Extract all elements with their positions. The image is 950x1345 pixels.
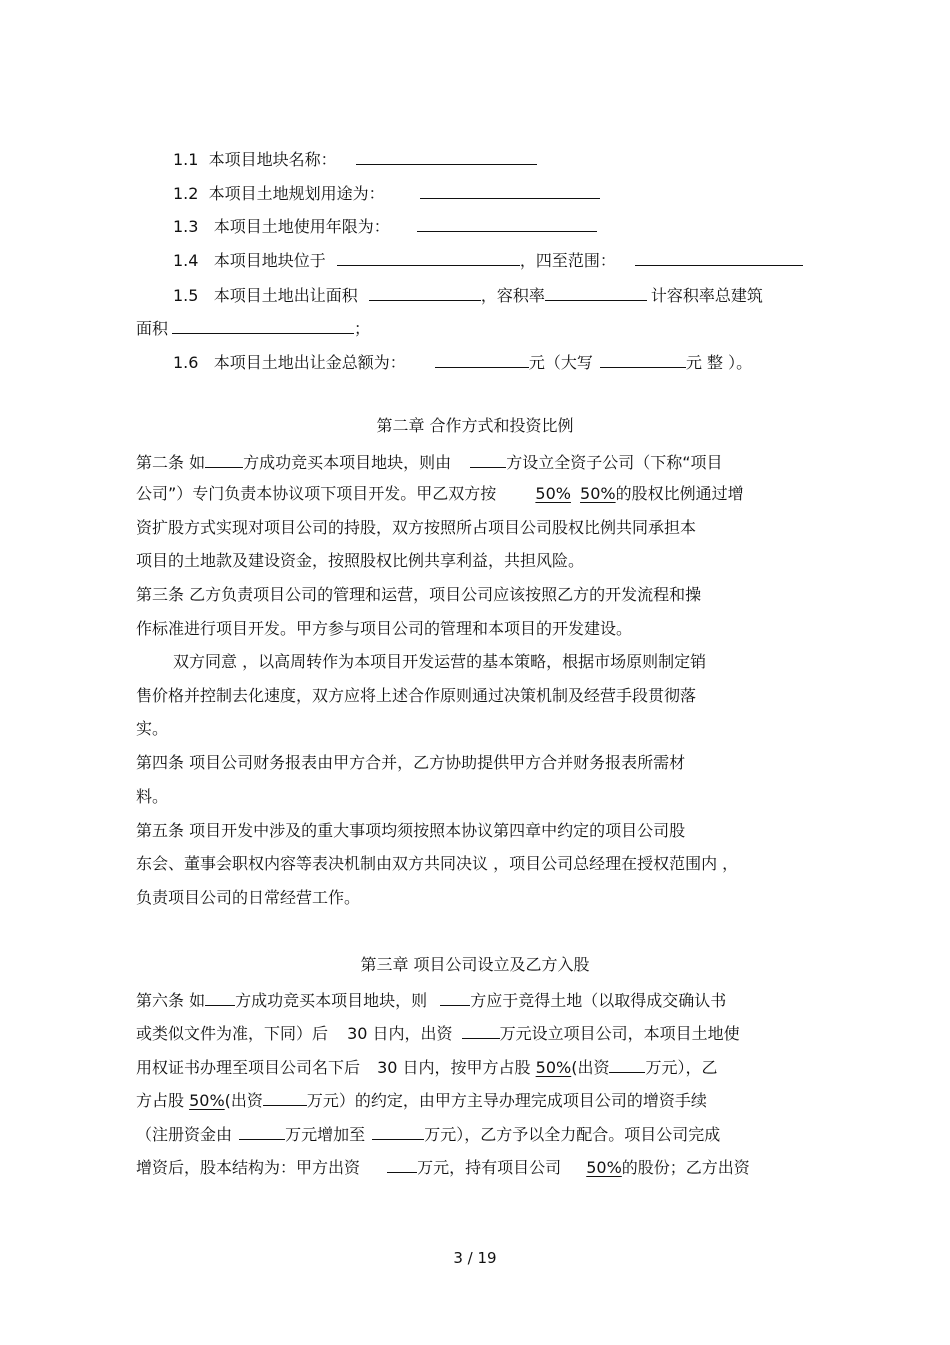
article-3-line-4: 售价格并控制去化速度，双方应将上述合作原则通过决策机制及经营手段贯彻落 (136, 686, 697, 705)
chapter-3-title: 第三章 项目公司设立及乙方入股 (360, 955, 590, 974)
text: 方设立全资子公司（下称“项目 (506, 453, 723, 472)
item-1-3 (173, 214, 597, 238)
item-label: 本项目地块位于 (213, 251, 326, 270)
fill-in-blank[interactable] (263, 1088, 307, 1106)
fill-in-blank[interactable] (372, 1122, 424, 1140)
text: （注册资金由 (136, 1125, 233, 1144)
share-percent: 50% (586, 1158, 622, 1177)
text: 的股权比例通过增 (615, 484, 744, 503)
article-6-line-3 (136, 1055, 717, 1079)
article-2-line-3: 资扩股方式实现对项目公司的持股，双方按照所占项目公司股权比例共同承担本 (136, 518, 697, 537)
fill-in-blank[interactable] (600, 350, 686, 368)
article-6-line-1 (136, 988, 726, 1012)
article-6-line-6 (136, 1155, 750, 1179)
item-1-5-cont (136, 316, 370, 340)
fill-in-blank[interactable] (239, 1122, 285, 1140)
text: 万元增加至 (285, 1125, 366, 1144)
item-1-5 (173, 283, 763, 307)
article-2-line-4: 项目的土地款及建设资金，按照股权比例共享利益，共担风险。 (136, 551, 585, 570)
share-percent: 50% (189, 1091, 225, 1110)
fill-in-blank[interactable] (470, 450, 506, 468)
article-3-line-1: 第三条 乙方负责项目公司的管理和运营，项目公司应该按照乙方的开发流程和操 (136, 585, 702, 604)
article-6-line-5 (136, 1122, 720, 1146)
item-1-2 (173, 181, 600, 205)
page-number: 3 / 19 (453, 1249, 497, 1267)
item-label: 面积 (136, 319, 169, 338)
share-percent: 50% (535, 1058, 572, 1077)
article-4-line-1: 第四条 项目公司财务报表由甲方合并，乙方协助提供甲方合并财务报表所需材 (136, 753, 686, 772)
item-number: 1.1 (173, 150, 199, 169)
text: 方成功竞买本项目地块，则由 (243, 453, 452, 472)
item-label: 本项目土地规划用途为： (208, 184, 385, 203)
text: 第二条 如 (136, 453, 206, 472)
text: 30 日内，按甲方占股 (377, 1058, 531, 1077)
item-label: 计容积率总建筑 (650, 286, 763, 305)
item-number: 1.3 (173, 217, 199, 236)
fill-in-blank[interactable] (417, 214, 597, 232)
fill-in-blank[interactable] (420, 181, 600, 199)
article-6-line-2 (136, 1021, 740, 1045)
article-4-line-2: 料。 (136, 787, 169, 806)
item-label: ，四至范围： (519, 251, 616, 270)
item-1-4 (173, 248, 803, 272)
text: 的股份；乙方出资 (621, 1158, 750, 1177)
item-number: 1.4 (173, 251, 199, 270)
text: 万元）的约定，由甲方主导办理完成项目公司的增资手续 (306, 1091, 707, 1110)
text: 方成功竞买本项目地块，则 (235, 991, 428, 1010)
text: 30 日内，出资 (347, 1024, 453, 1043)
fill-in-blank[interactable] (369, 283, 481, 301)
text: 增资后，股本结构为：甲方出资 (136, 1158, 361, 1177)
item-label: 元（大写 (528, 353, 593, 372)
fill-in-blank[interactable] (462, 1021, 500, 1039)
article-5-line-1: 第五条 项目开发中涉及的重大事项均须按照本协议第四章中约定的项目公司股 (136, 821, 686, 840)
item-1-6 (173, 350, 752, 374)
item-number: 1.5 (173, 286, 199, 305)
item-number: 1.2 (173, 184, 199, 203)
text: (出资 (571, 1058, 610, 1077)
text: 万元），乙 (645, 1058, 718, 1077)
fill-in-blank[interactable] (337, 248, 520, 266)
item-label: 本项目土地使用年限为： (213, 217, 390, 236)
fill-in-blank[interactable] (205, 450, 243, 468)
text: 万元，持有项目公司 (417, 1158, 562, 1177)
text: 用权证书办理至项目公司名下后 (136, 1058, 361, 1077)
chapter-2-title: 第二章 合作方式和投资比例 (376, 416, 574, 435)
fill-in-blank[interactable] (545, 283, 647, 301)
fill-in-blank[interactable] (356, 147, 537, 165)
fill-in-blank[interactable] (440, 988, 470, 1006)
item-label: 元 整 ）。 (685, 353, 753, 372)
text: 第六条 如 (136, 991, 206, 1010)
item-label: 本项目土地出让面积 (213, 286, 358, 305)
item-1-1 (173, 147, 537, 171)
article-3-line-3: 双方同意 ，以高周转作为本项目开发运营的基本策略，根据市场原则制定销 (173, 652, 707, 671)
article-2-line-1 (136, 450, 723, 474)
text: 或类似文件为准，下同）后 (136, 1024, 329, 1043)
article-5-line-2: 东会、董事会职权内容等表决机制由双方共同决议 ，项目公司总经理在授权范围内 ， (136, 854, 739, 873)
fill-in-blank[interactable] (387, 1155, 417, 1173)
fill-in-blank[interactable] (172, 316, 354, 334)
text: 方应于竞得土地（以取得成交确认书 (470, 991, 727, 1010)
share-percent: 50% (535, 484, 571, 503)
item-label: ； (354, 319, 371, 338)
item-label: ，容积率 (480, 286, 545, 305)
share-percent: 50% (580, 484, 616, 503)
item-number: 1.6 (173, 353, 199, 372)
fill-in-blank[interactable] (435, 350, 529, 368)
item-label: 本项目地块名称： (208, 150, 337, 169)
article-6-line-4 (136, 1088, 707, 1112)
article-3-line-2: 作标准进行项目开发。甲方参与项目公司的管理和本项目的开发建设。 (136, 619, 633, 638)
text: 万元），乙方予以全力配合。项目公司完成 (424, 1125, 721, 1144)
fill-in-blank[interactable] (205, 988, 235, 1006)
article-5-line-3: 负责项目公司的日常经营工作。 (136, 888, 361, 907)
text: 万元设立项目公司，本项目土地使 (499, 1024, 740, 1043)
fill-in-blank[interactable] (635, 248, 803, 266)
text: 方占股 (136, 1091, 185, 1110)
text: (出资 (224, 1091, 263, 1110)
article-2-line-2 (136, 483, 744, 505)
text: 公司”）专门负责本协议项下项目开发。甲乙双方按 (136, 484, 497, 503)
fill-in-blank[interactable] (609, 1055, 645, 1073)
article-3-line-5: 实。 (136, 719, 169, 738)
item-label: 本项目土地出让金总额为： (213, 353, 406, 372)
